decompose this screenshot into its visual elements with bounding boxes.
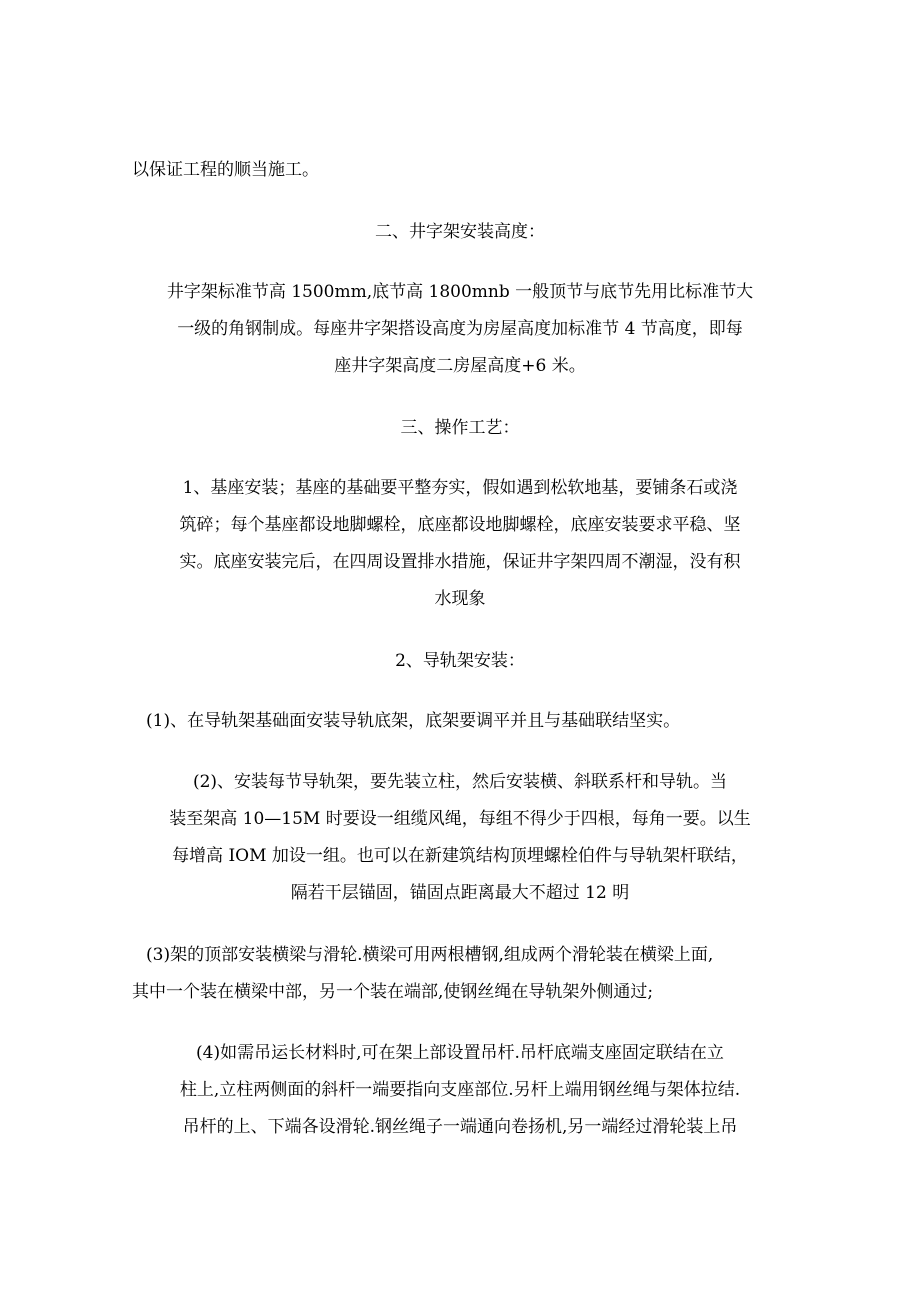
step-4-line: 吊杆的上、下端各设滑轮.钢丝绳子一端通向卷扬机,另一端经过滑轮装上吊 — [182, 1117, 738, 1137]
step-3-line: (3)架的顶部安装横梁与滑轮.横梁可用两根槽钢,组成两个滑轮装在横梁上面, — [146, 945, 714, 965]
section-2-heading: 二、井字架安装高度： — [375, 222, 545, 242]
item-1-line: 水现象 — [434, 589, 486, 609]
step-2-line: 装至架高 10—15M 时要设一组缆风绳，每组不得少于四根，每角一要。以生 — [169, 809, 751, 829]
section-2-line: 一级的角钢制成。每座井字架搭设高度为房屋高度加标准节 4 节高度，即每 — [177, 319, 743, 339]
step-2-line: 隔若干层锚固，锚固点距离最大不超过 12 明 — [290, 883, 630, 903]
item-1-line: 筑碎；每个基座都设地脚螺栓，底座都设地脚螺栓，底座安装要求平稳、坚 — [179, 515, 741, 535]
section-2-line: 座井字架高度二房屋高度+6 米。 — [334, 356, 586, 376]
intro-line: 以保证工程的顺当施工。 — [132, 160, 319, 180]
item-1-line: 实。底座安装完后，在四周设置排水措施，保证井字架四周不潮湿，没有积 — [179, 552, 741, 572]
step-3-line: 其中一个装在横梁中部，另一个装在端部,使钢丝绳在导轨架外侧通过; — [132, 982, 654, 1002]
item-1-line: 1、基座安装；基座的基础要平整夯实，假如遇到松软地基，要铺条石或浇 — [182, 478, 738, 498]
section-2-line: 井字架标准节高 1500mm,底节高 1800mnb 一般顶节与底节先用比标准节大 — [166, 282, 754, 302]
step-2-line: (2)、安装每节导轨架，要先装立柱，然后安装横、斜联系杆和导轨。当 — [192, 772, 728, 792]
step-1-line: (1)、在导轨架基础面安装导轨底架，底架要调平并且与基础联结坚实。 — [146, 711, 681, 731]
step-4-line: 柱上,立柱两侧面的斜杆一端要指向支座部位.另杆上端用钢丝绳与架体拉结. — [179, 1080, 741, 1100]
step-2-line: 每增高 IOM 加设一组。也可以在新建筑结构顶埋螺栓伯件与导轨架杆联结， — [172, 846, 748, 866]
step-4-line: (4)如需吊运长材料时,可在架上部设置吊杆.吊杆底端支座固定联结在立 — [196, 1043, 724, 1063]
section-3-heading: 三、操作工艺： — [400, 418, 520, 438]
item-2-heading: 2、导轨架安装： — [395, 651, 525, 671]
